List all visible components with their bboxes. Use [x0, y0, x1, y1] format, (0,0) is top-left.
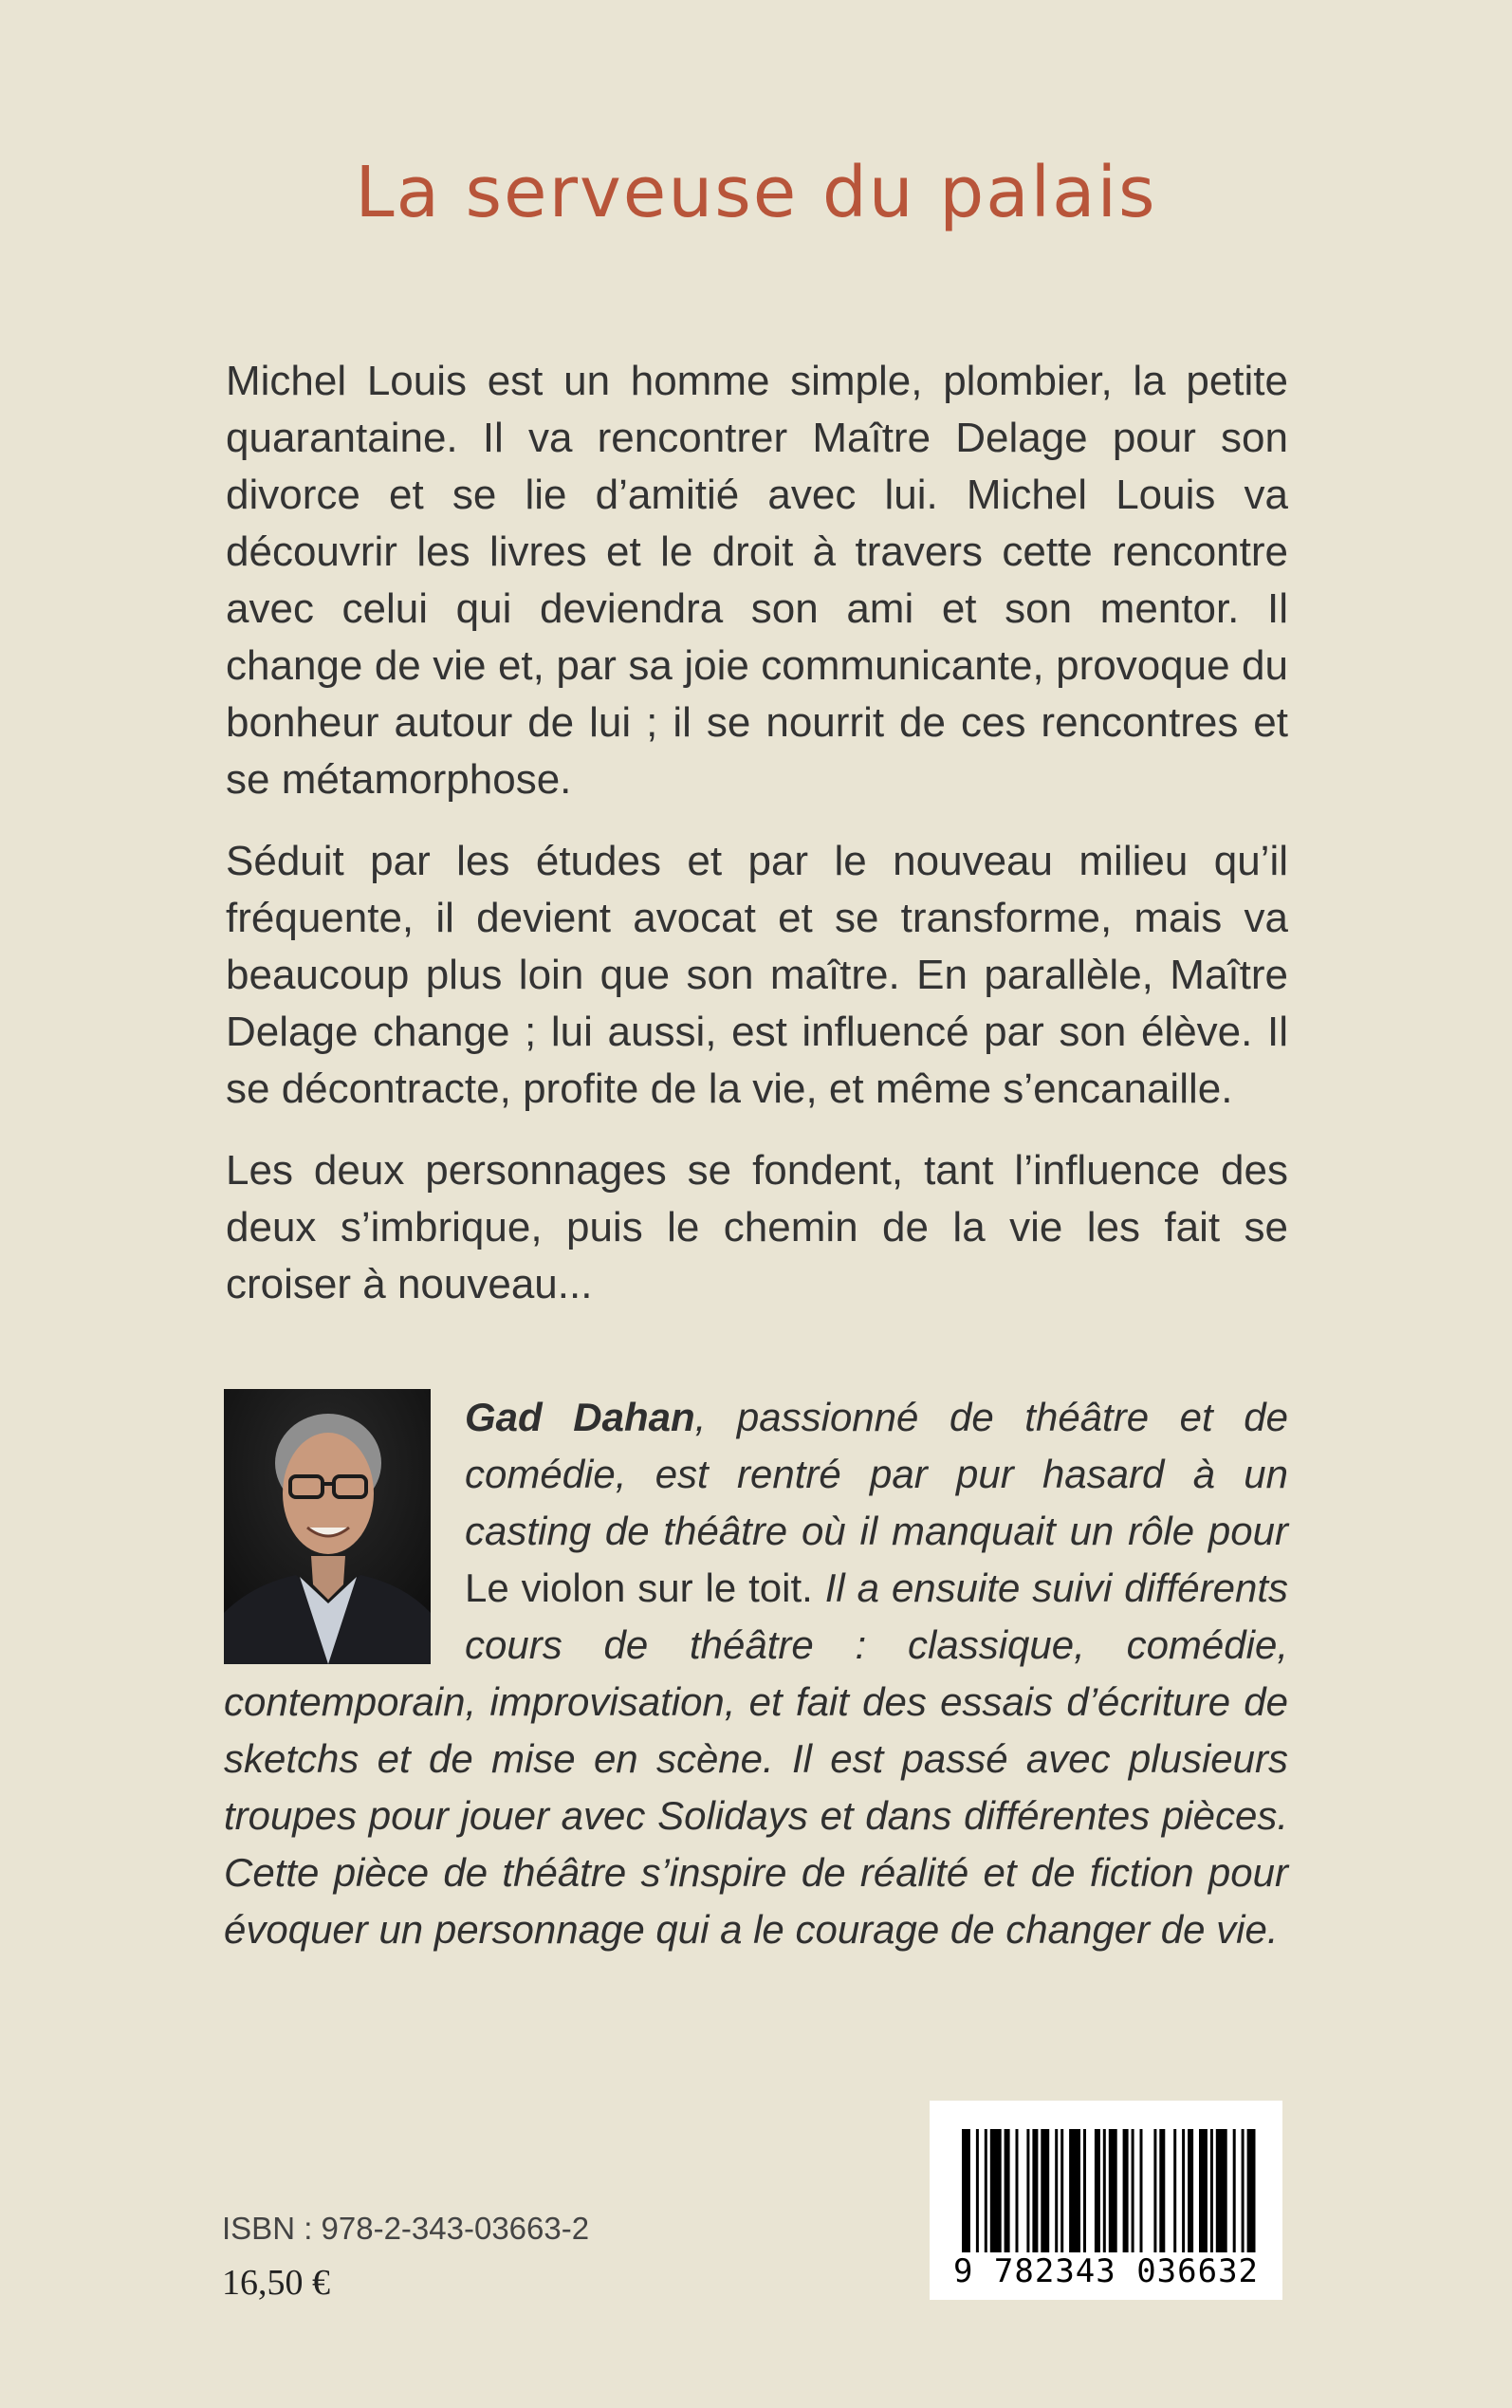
barcode-bar [1055, 2129, 1058, 2252]
barcode-bar [1242, 2129, 1245, 2252]
barcode-bar [1182, 2129, 1185, 2252]
author-bio [224, 1389, 1288, 1958]
synopsis-paragraph-3: Les deux personnages se fondent, tant l’influence des deux s’imbrique, puis le chemin de la vie les fait se croiser à nouveau... [226, 1147, 1288, 1307]
barcode-bar [1140, 2129, 1143, 2252]
barcode-bar [1210, 2129, 1213, 2252]
barcode-bar [1216, 2129, 1227, 2252]
book-title: La serveuse du palais [355, 152, 1157, 233]
author-name: Gad Dahan [465, 1395, 695, 1439]
barcode-bar [1041, 2129, 1049, 2252]
author-photo [224, 1389, 431, 1664]
synopsis-paragraph-2: Séduit par les études et par le nouveau milieu qu’il fréquente, il devient avocat et se transforme, mais va beaucoup plus loin que son maître. En parallèle, Maître Delage change ; lui aussi, est influencé par son élève. Il se décontracte, profite de la vie, et même s’encanaille. [226, 838, 1288, 1112]
barcode-bar [1188, 2129, 1193, 2252]
barcode-bar [1123, 2129, 1129, 2252]
barcode-bar [1103, 2129, 1106, 2252]
synopsis [226, 353, 1288, 1338]
author-bio-text-2: Il a ensuite suivi différents cours de théâtre : classique, comédie, contemporain, improvisation, et fait des essais d’écriture de sketchs et de mise en scène. Il est passé avec plusieurs troupes pour jouer avec Solidays et dans différentes pièces. Cette pièce de théâtre s’inspire de réalité et de fiction pour évoquer un personnage qui a le courage de changer de vie. [224, 1565, 1288, 1952]
barcode-bar [976, 2129, 979, 2252]
barcode-bar [1153, 2129, 1156, 2252]
barcode-bar [1247, 2129, 1256, 2252]
barcode-bar [1173, 2129, 1176, 2252]
barcode-bar [1016, 2129, 1019, 2252]
barcode-bar [1026, 2129, 1029, 2252]
barcode-bar [1109, 2129, 1117, 2252]
barcode-bar [1132, 2129, 1134, 2252]
barcode-bar [985, 2129, 987, 2252]
price-text: 16,50 € [222, 2263, 330, 2303]
barcode-bar [1005, 2129, 1010, 2252]
synopsis-paragraph-1: Michel Louis est un homme simple, plombier, la petite quarantaine. Il va rencontrer Maître Delage pour son divorce et se lie d’amitié avec lui. Michel Louis va découvrir les livres et le droit à travers cette rencontre avec celui qui deviendra son ami et son mentor. Il change de vie et, par sa joie communicante, provoque du bonheur autour de lui ; il se nourrit de ces rencontres et se métamorphose. [226, 358, 1288, 803]
isbn-text: ISBN : 978-2-343-03663-2 [222, 2211, 590, 2246]
barcode [930, 2101, 1282, 2300]
barcode-bar [1069, 2129, 1080, 2252]
barcode-bar [1060, 2129, 1063, 2252]
author-bio-text-1: , passionné de théâtre et de comédie, est rentré par pur hasard à un casting de théâtre où il manquait un rôle pour [465, 1395, 1288, 1553]
barcode-bar [962, 2129, 970, 2252]
barcode-bar [1032, 2129, 1038, 2252]
barcode-bar [1199, 2129, 1208, 2252]
barcode-digits: 9 782343 036632 [952, 2252, 1260, 2290]
play-title: Le violon sur le toit. [465, 1565, 813, 1610]
barcode-bar [1159, 2129, 1165, 2252]
barcode-bar [990, 2129, 1002, 2252]
barcode-bar [1233, 2129, 1236, 2252]
barcode-bar [1083, 2129, 1086, 2252]
barcode-bar [1095, 2129, 1100, 2252]
